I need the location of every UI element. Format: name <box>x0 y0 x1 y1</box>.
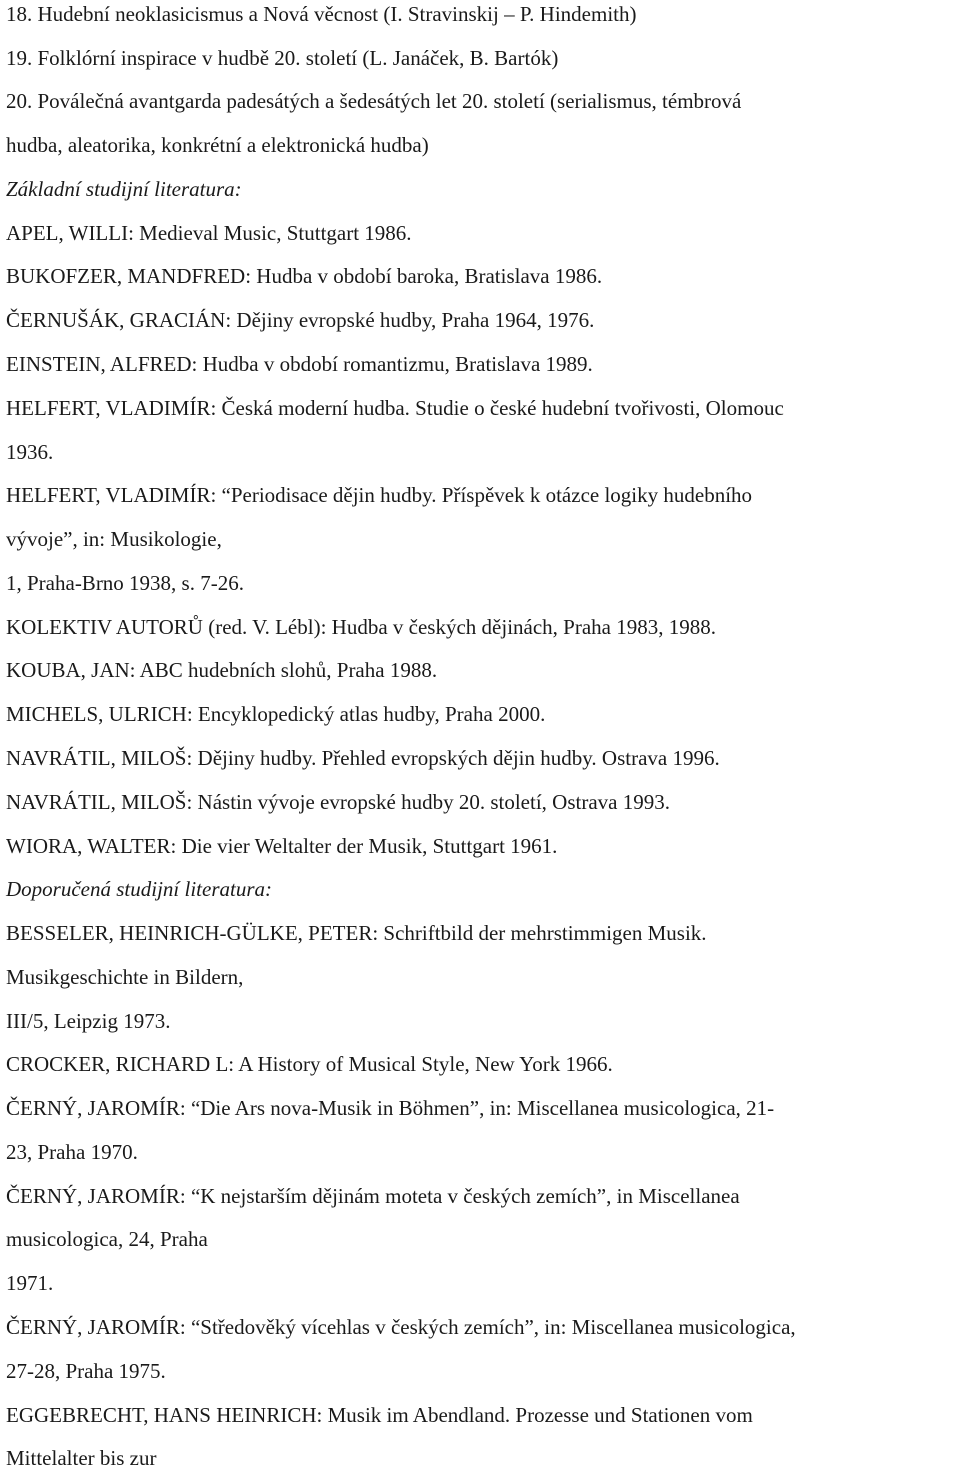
reference-line: ČERNUŠÁK, GRACIÁN: Dějiny evropské hudby, Praha 1964, 1976. <box>6 308 595 332</box>
reference-line: EGGEBRECHT, HANS HEINRICH: Musik im Abendland. Prozesse und Stationen vom <box>6 1403 753 1427</box>
reference-line: CROCKER, RICHARD L: A History of Musical Style, New York 1966. <box>6 1052 613 1076</box>
topic-line: 18. Hudební neoklasicismus a Nová věcnost (I. Stravinskij – P. Hindemith) <box>6 2 637 26</box>
reference-line: HELFERT, VLADIMÍR: Česká moderní hudba. Studie o české hudební tvořivosti, Olomouc <box>6 396 784 420</box>
section-heading-recommended-literature: Doporučená studijní literatura: <box>6 877 272 901</box>
reference-line: 1971. <box>6 1271 54 1295</box>
reference-line: ČERNÝ, JAROMÍR: “Středověký vícehlas v českých zemích”, in: Miscellanea musicologica, <box>6 1315 796 1339</box>
reference-line: NAVRÁTIL, MILOŠ: Nástin vývoje evropské hudby 20. století, Ostrava 1993. <box>6 790 670 814</box>
reference-line: MICHELS, ULRICH: Encyklopedický atlas hudby, Praha 2000. <box>6 702 546 726</box>
reference-line: NAVRÁTIL, MILOŠ: Dějiny hudby. Přehled evropských dějin hudby. Ostrava 1996. <box>6 746 720 770</box>
reference-line: 27-28, Praha 1975. <box>6 1359 166 1383</box>
reference-line: vývoje”, in: Musikologie, <box>6 527 222 551</box>
topic-line: hudba, aleatorika, konkrétní a elektronická hudba) <box>6 133 429 157</box>
section-heading-basic-literature: Základní studijní literatura: <box>6 177 242 201</box>
reference-line: 23, Praha 1970. <box>6 1140 138 1164</box>
reference-line: Mittelalter bis zur <box>6 1446 157 1470</box>
reference-line: KOLEKTIV AUTORŮ (red. V. Lébl): Hudba v českých dějinách, Praha 1983, 1988. <box>6 615 716 639</box>
reference-line: BUKOFZER, MANDFRED: Hudba v období baroka, Bratislava 1986. <box>6 264 603 288</box>
topic-line: 20. Poválečná avantgarda padesátých a šedesátých let 20. století (serialismus, témbrová <box>6 89 742 113</box>
reference-line: HELFERT, VLADIMÍR: “Periodisace dějin hudby. Příspěvek k otázce logiky hudebního <box>6 483 753 507</box>
reference-line: 1936. <box>6 440 54 464</box>
reference-line: ČERNÝ, JAROMÍR: “Die Ars nova-Musik in Böhmen”, in: Miscellanea musicologica, 21- <box>6 1096 775 1120</box>
reference-line: 1, Praha-Brno 1938, s. 7-26. <box>6 571 244 595</box>
reference-line: musicologica, 24, Praha <box>6 1227 208 1251</box>
reference-line: III/5, Leipzig 1973. <box>6 1009 171 1033</box>
topic-line: 19. Folklórní inspirace v hudbě 20. století (L. Janáček, B. Bartók) <box>6 46 559 70</box>
reference-line: BESSELER, HEINRICH-GÜLKE, PETER: Schriftbild der mehrstimmigen Musik. <box>6 921 707 945</box>
reference-line: KOUBA, JAN: ABC hudebních slohů, Praha 1988. <box>6 658 438 682</box>
reference-line: ČERNÝ, JAROMÍR: “K nejstarším dějinám moteta v českých zemích”, in Miscellanea <box>6 1184 740 1208</box>
reference-line: EINSTEIN, ALFRED: Hudba v období romantizmu, Bratislava 1989. <box>6 352 593 376</box>
reference-line: APEL, WILLI: Medieval Music, Stuttgart 1986. <box>6 221 412 245</box>
reference-line: WIORA, WALTER: Die vier Weltalter der Musik, Stuttgart 1961. <box>6 834 558 858</box>
reference-line: Musikgeschichte in Bildern, <box>6 965 244 989</box>
